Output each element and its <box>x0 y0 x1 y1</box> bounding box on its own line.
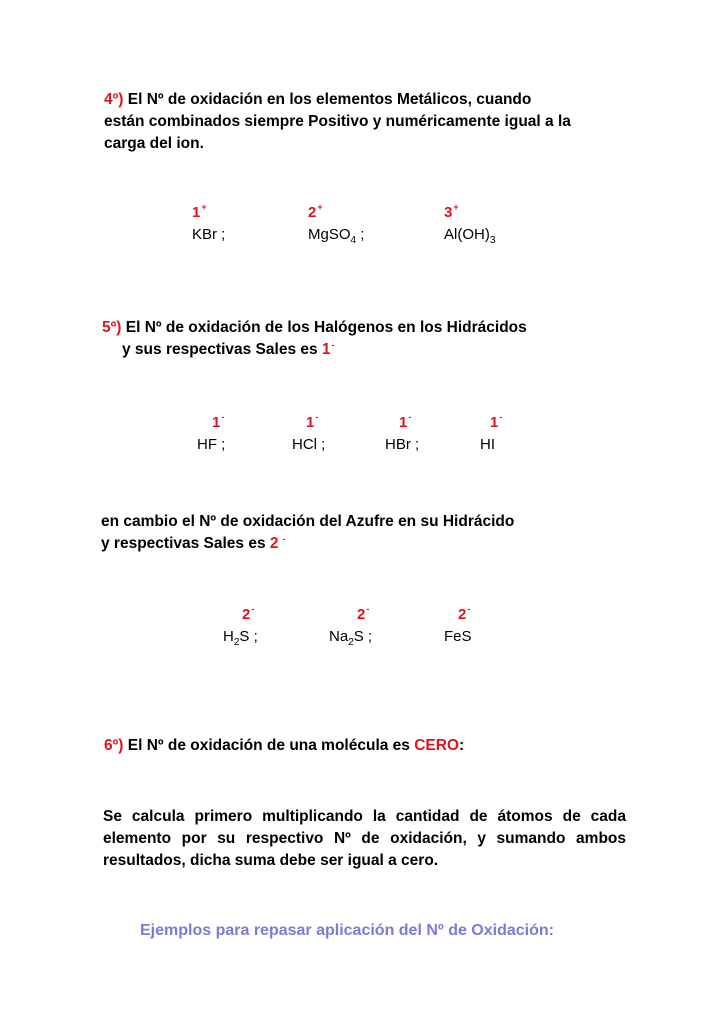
sulfur-paragraph <box>101 511 641 556</box>
rule5-example-formula-2: HCl ; <box>292 436 326 453</box>
sulfur-example-formula-3: FeS <box>444 628 472 645</box>
rule5-example-charge-4: 1- <box>490 412 503 431</box>
examples-heading: Ejemplos para repasar aplicación del Nº de Oxidación: <box>140 922 554 939</box>
rule4-example-charge-2: 2+ <box>308 202 323 221</box>
sulfur-example-formula-1: $H_2S$ ; <box>223 628 258 648</box>
sulfur-example-charge-2: 2- <box>357 604 370 623</box>
sulfur-value: 2 <box>269 535 279 552</box>
rule5-example-charge-3: 1- <box>399 412 412 431</box>
sulfur-example-formula-2: $Na_2S$ ; <box>329 628 373 648</box>
rule5-example-charge-2: 1- <box>306 412 319 431</box>
rule6-number: 6º) <box>104 737 124 754</box>
sulfur-line2: y respectivas Sales es 2 - <box>101 534 286 552</box>
rule5-line1 <box>102 317 642 339</box>
rule5-paragraph <box>102 317 642 362</box>
rule5-text-line1: El Nº de oxidación de los Halógenos en los Hidrácidos <box>121 319 527 336</box>
rule6-highlight: CERO <box>414 737 460 754</box>
rule6-text: El Nº de oxidación de una molécula es <box>123 737 415 754</box>
rule4-line1 <box>104 89 644 111</box>
sulfur-example-charge-3: 2- <box>458 604 471 623</box>
rule4-number: 4º) <box>104 91 124 108</box>
rule5-line2: y sus respectivas Sales es 1- <box>122 340 335 358</box>
rule4-example-formula-3: $Al(OH)_3$ <box>444 226 496 246</box>
rule4-example-formula-2: MgSO$_4$ ; <box>308 226 365 246</box>
rule5-example-formula-1: HF ; <box>197 436 226 453</box>
rule4-example-formula-1: KBr ; <box>192 226 226 243</box>
rule5-example-formula-4: HI <box>480 436 495 453</box>
sulfur-example-charge-1: 2- <box>242 604 255 623</box>
rule5-example-charge-1: 1- <box>212 412 225 431</box>
sulfur-line1: en cambio el Nº de oxidación del Azufre en su Hidrácido <box>101 513 515 530</box>
rule5-value: 1 <box>321 341 331 358</box>
rule4-text-line1: El Nº de oxidación en los elementos Metálicos, cuando <box>123 91 532 108</box>
rule4-line2: están combinados siempre Positivo y numéricamente igual a la <box>104 113 571 130</box>
rule6-paragraph: 6º) El Nº de oxidación de una molécula es CERO: <box>104 737 465 754</box>
rule4-example-charge-1: 1+ <box>192 202 207 221</box>
calc-paragraph: Se calcula primero multiplicando la cantidad de átomos de cada elemento por su respectivo Nº de oxidación, y sumando ambos resultados, dicha suma debe ser igual a cero. <box>103 808 626 869</box>
rule4-line3: carga del ion. <box>104 135 204 152</box>
rule4-example-charge-3: 3+ <box>444 202 459 221</box>
rule4-paragraph <box>104 89 644 155</box>
rule5-number: 5º) <box>102 319 122 336</box>
rule5-example-formula-3: HBr ; <box>385 436 420 453</box>
